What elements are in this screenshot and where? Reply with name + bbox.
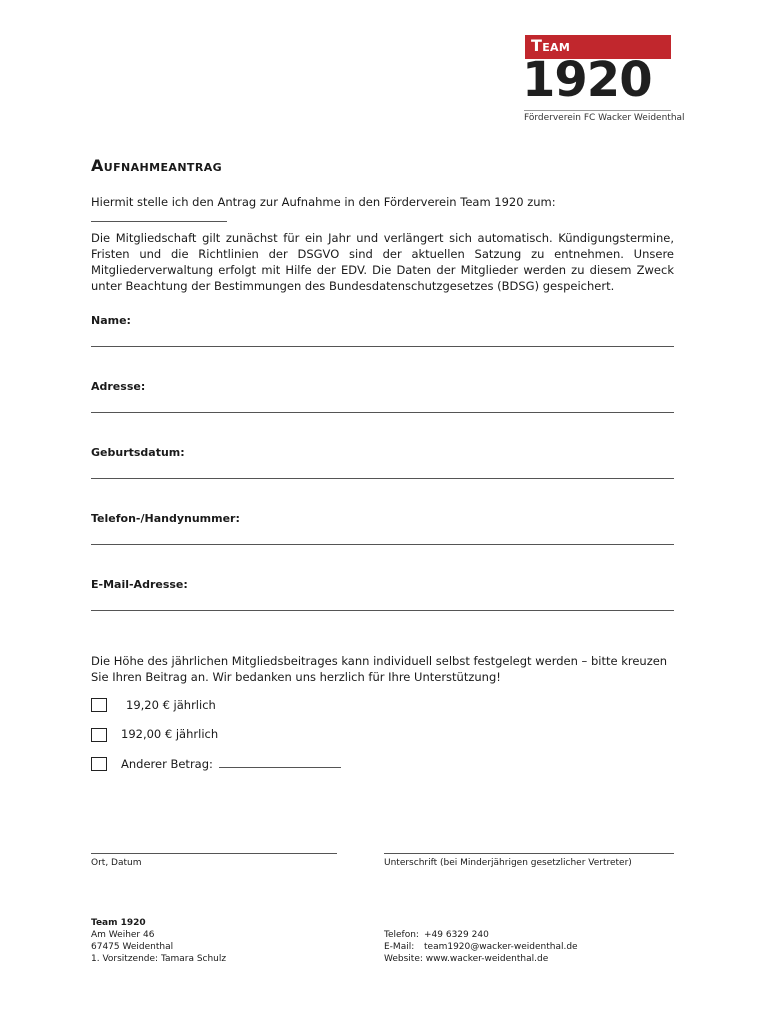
footer-website-label: Website: [384,954,423,964]
name-label: Name: [91,314,131,327]
footer-website[interactable]: www.wacker-weidenthal.de [425,954,549,964]
place-date-line[interactable] [91,853,337,854]
page-title: Aufnahmeantrag [91,156,223,175]
intro-line [91,194,674,226]
logo-divider [524,110,671,111]
option-other-row [121,757,341,771]
membership-paragraph: Die Mitgliedschaft gilt zunächst für ein Jahr und verlängert sich automatisch. Kündigungstermine, Fristen und die Richtlinien der DSGVO sind der aktuellen Satzung zu entnehmen. Unsere Mitgliederverwaltung erfolgt mit Hilfe der EDV. Die Daten der Mitglieder werden zu diesem Zweck unter Beachtung der Bestimmungen des Bundesdatenschutzgesetzes (BDSG) gespeichert. [91,231,674,293]
email-field[interactable] [91,610,674,611]
logo-subtitle: Förderverein FC Wacker Weidenthal [524,113,685,123]
start-date-blank[interactable] [91,211,227,222]
address-label: Adresse: [91,380,146,393]
option-other-label: Anderer Betrag: [121,757,213,771]
place-date-label: Ort, Datum [91,858,142,868]
logo-number: 1920 [522,52,652,108]
logo-team-text: Team [531,36,571,55]
footer-email-label: E-Mail: [384,942,415,952]
footer-street: Am Weiher 46 [91,930,155,940]
footer-org: Team 1920 [91,918,146,928]
email-label: E-Mail-Adresse: [91,578,188,591]
fee-paragraph: Die Höhe des jährlichen Mitgliedsbeitrages kann individuell selbst festgelegt werden – bitte kreuzen Sie Ihren Beitrag an. Wir bedanken uns herzlich für Ihre Unterstützung! [91,654,668,684]
option-1920-label: 19,20 € jährlich [126,698,216,712]
signature-line[interactable] [384,853,674,854]
option-other-checkbox[interactable] [91,757,107,771]
other-amount-field[interactable] [219,757,341,768]
name-field[interactable] [91,346,674,347]
footer-phone[interactable]: +49 6329 240 [424,930,489,940]
phone-label: Telefon-/Handynummer: [91,512,240,525]
phone-field[interactable] [91,544,674,545]
footer-chair: 1. Vorsitzende: Tamara Schulz [91,954,227,964]
birthdate-field[interactable] [91,478,674,479]
footer-contact [384,929,578,965]
address-field[interactable] [91,412,674,413]
intro-text: Hiermit stelle ich den Antrag zur Aufnahme in den Förderverein Team 1920 zum: [91,195,556,209]
signature-label: Unterschrift (bei Minderjährigen gesetzlicher Vertreter) [384,858,632,868]
birthdate-label: Geburtsdatum: [91,446,185,459]
option-1920-checkbox[interactable] [91,698,107,712]
option-19200-label: 192,00 € jährlich [121,727,219,741]
footer-city: 67475 Weidenthal [91,942,174,952]
footer-address [91,917,226,965]
footer-email[interactable]: team1920@wacker-weidenthal.de [424,942,578,952]
footer-phone-label: Telefon: [384,930,419,940]
option-19200-checkbox[interactable] [91,728,107,742]
